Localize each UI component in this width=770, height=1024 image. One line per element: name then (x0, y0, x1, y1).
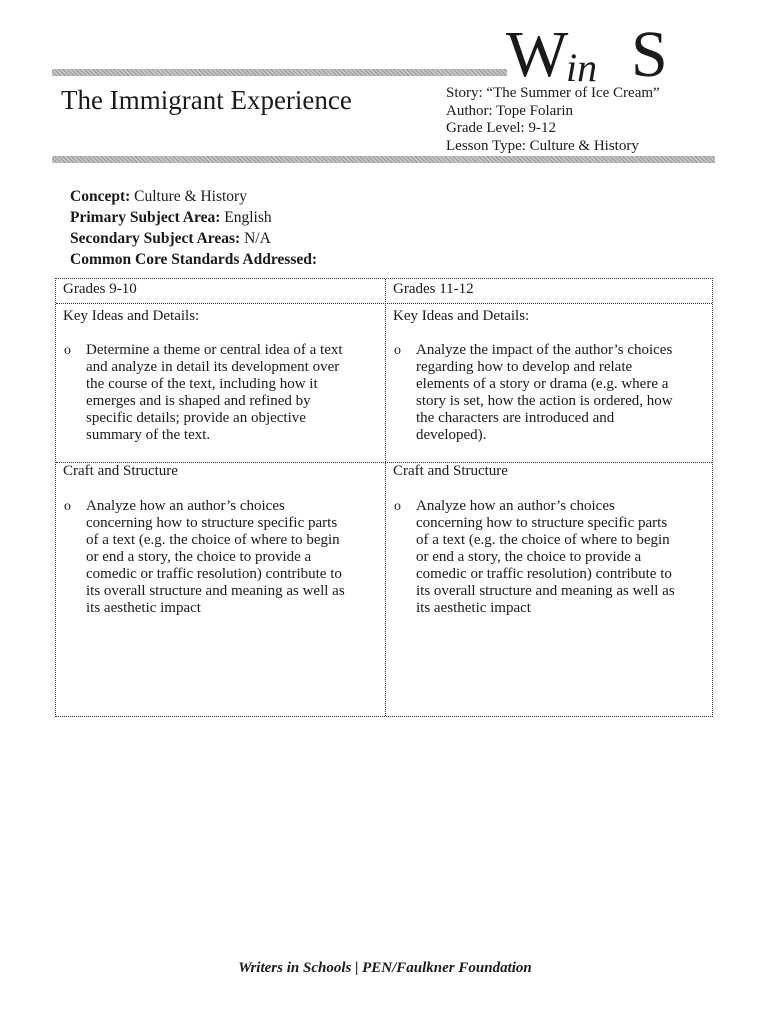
text-line: specific details; provide an objective (86, 410, 306, 426)
right-bullet-1: o (394, 343, 401, 358)
text-line: comedic or traffic resolution) contribute to (416, 566, 672, 582)
text-line: the course of the text, including how it (86, 376, 318, 392)
text-line: or end a story, the choice to provide a (86, 549, 312, 565)
text-line: or end a story, the choice to provide a (416, 549, 642, 565)
logo-letter-s: S (631, 18, 668, 91)
left-key-ideas-title: Key Ideas and Details: (63, 308, 200, 324)
story-meta (446, 85, 660, 155)
page-title: The Immigrant Experience (61, 85, 352, 115)
primary-subject-line (70, 207, 317, 228)
concept-label: Concept: (70, 188, 131, 205)
left-craft-structure-text (86, 498, 345, 617)
primary-subject-label: Primary Subject Area: (70, 209, 221, 226)
text-line: concerning how to structure specific parts (86, 515, 338, 531)
right-craft-structure-text (416, 498, 675, 617)
left-bullet-1: o (64, 343, 71, 358)
left-craft-structure-title: Craft and Structure (63, 463, 178, 479)
left-key-ideas-text (86, 342, 343, 444)
standards-table (55, 278, 713, 717)
logo-letters-in: in (566, 45, 598, 90)
text-line: comedic or traffic resolution) contribute to (86, 566, 342, 582)
right-bullet-2: o (394, 499, 401, 514)
row-divider-header (56, 303, 712, 304)
text-line: Analyze how an author’s choices (86, 498, 285, 514)
text-line: Determine a theme or central idea of a text (86, 342, 343, 358)
text-line: and analyze in detail its development over (86, 359, 340, 375)
column-divider (385, 279, 386, 716)
text-line: elements of a story or drama (e.g. where a (416, 376, 669, 392)
text-line: its overall structure and meaning as well as (416, 583, 675, 599)
grade-level-line: Grade Level: 9-12 (446, 120, 556, 136)
text-line: Analyze how an author’s choices (416, 498, 615, 514)
text-line: emerges and is shaped and refined by (86, 393, 311, 409)
text-line: regarding how to develop and relate (416, 359, 633, 375)
right-key-ideas-title: Key Ideas and Details: (393, 308, 530, 324)
text-line: Analyze the impact of the author’s choices (416, 342, 673, 358)
secondary-subject-value: N/A (240, 230, 271, 247)
text-line: the characters are introduced and (416, 410, 615, 426)
header-rule-top (52, 69, 507, 76)
lesson-info (70, 186, 317, 270)
text-line: summary of the text. (86, 427, 211, 443)
wins-logo (506, 20, 686, 92)
header-rule-bottom (52, 156, 715, 163)
page-footer: Writers in Schools | PEN/Faulkner Foundation (238, 960, 532, 976)
text-line: of a text (e.g. the choice of where to begin (416, 532, 670, 548)
right-key-ideas-text (416, 342, 673, 444)
text-line: its overall structure and meaning as well as (86, 583, 345, 599)
concept-value: Culture & History (130, 188, 247, 205)
secondary-subject-label: Secondary Subject Areas: (70, 230, 241, 247)
story-line: Story: “The Summer of Ice Cream” (446, 85, 660, 101)
standards-heading-line (70, 249, 317, 270)
text-line: developed). (416, 427, 487, 443)
right-craft-structure-title: Craft and Structure (393, 463, 508, 479)
lesson-type-line: Lesson Type: Culture & History (446, 137, 639, 154)
grades-11-12-header: Grades 11-12 (393, 281, 474, 297)
grades-9-10-header: Grades 9-10 (63, 281, 137, 297)
text-line: its aesthetic impact (86, 600, 201, 616)
left-bullet-2: o (64, 499, 71, 514)
text-line: concerning how to structure specific parts (416, 515, 668, 531)
logo-letter-w: W (506, 18, 569, 91)
secondary-subject-line (70, 228, 317, 249)
primary-subject-value: English (220, 209, 272, 226)
standards-heading: Common Core Standards Addressed: (70, 251, 318, 268)
text-line: its aesthetic impact (416, 600, 531, 616)
author-line: Author: Tope Folarin (446, 102, 573, 119)
text-line: of a text (e.g. the choice of where to begin (86, 532, 340, 548)
text-line: story is set, how the action is ordered, how (416, 393, 673, 409)
concept-line (70, 186, 317, 207)
